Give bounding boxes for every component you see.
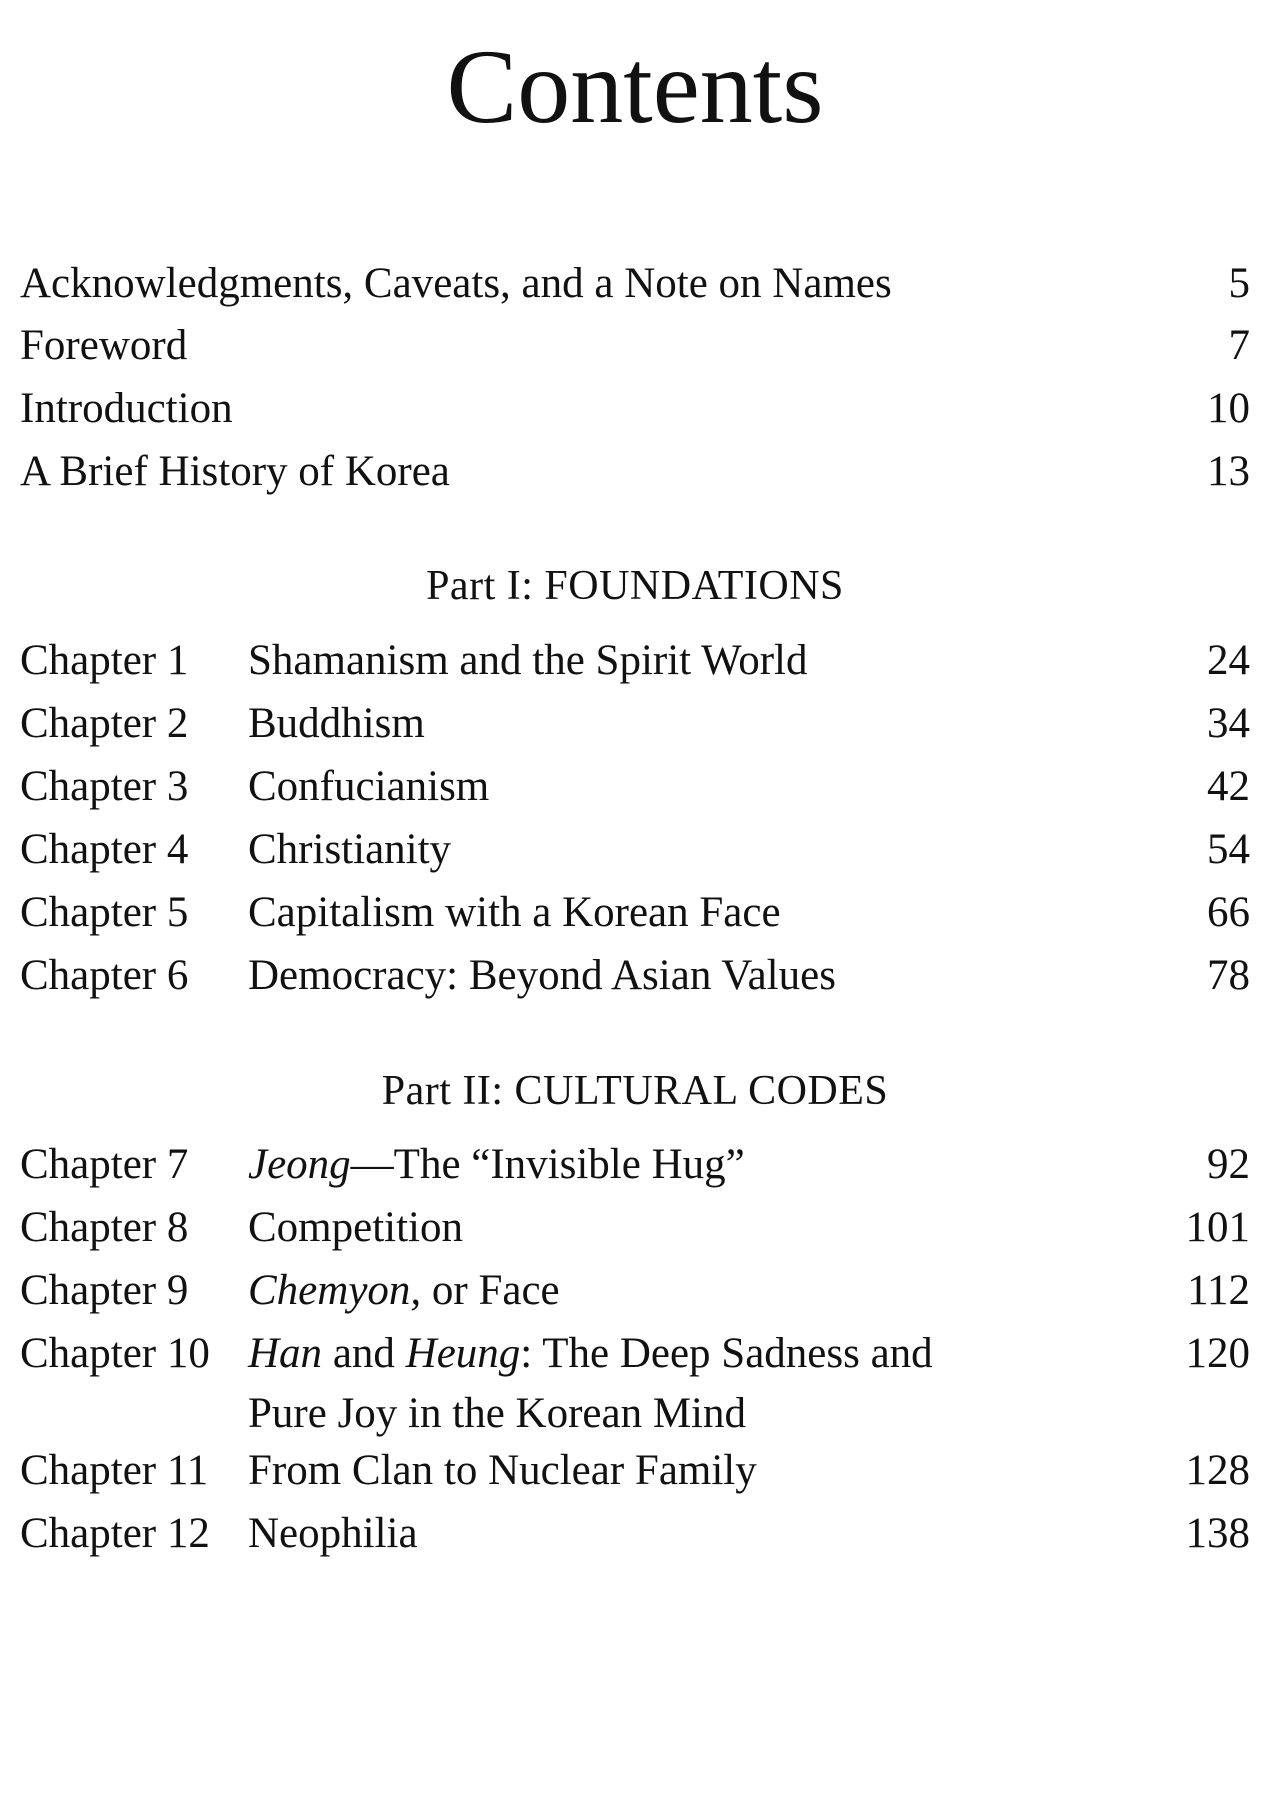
title-rest: : The Deep Sadness and (520, 1330, 933, 1377)
toc-entry-chapter-10[interactable] (20, 1328, 1250, 1448)
italic-term: Chemyon, (248, 1267, 422, 1314)
page-number: 128 (1185, 1447, 1250, 1494)
chapter-title: Shamanism and the Spirit World (248, 637, 808, 684)
page-number: 24 (1207, 637, 1250, 684)
page-number: 78 (1207, 952, 1250, 999)
page-number: 112 (1187, 1267, 1250, 1314)
page-number: 66 (1207, 889, 1250, 936)
italic-term-han: Han (248, 1330, 323, 1377)
page-number: 92 (1207, 1141, 1250, 1188)
title-rest: or Face (421, 1267, 560, 1314)
chapter-label: Chapter 10 (20, 1330, 210, 1377)
chapter-label: Chapter 9 (20, 1267, 189, 1314)
page-number: 120 (1185, 1330, 1250, 1377)
chapter-label: Chapter 6 (20, 952, 189, 999)
chapter-label: Chapter 3 (20, 763, 189, 810)
page-number: 101 (1185, 1204, 1250, 1251)
entry-title: Introduction (20, 385, 233, 432)
part-heading-foundations: Part I: FOUNDATIONS (426, 563, 844, 609)
chapter-label: Chapter 8 (20, 1204, 189, 1251)
page-number: 13 (1207, 448, 1250, 495)
chapter-label: Chapter 12 (20, 1510, 210, 1557)
page-title: Contents (446, 28, 824, 145)
chapter-title: Buddhism (248, 700, 425, 747)
chapter-title: Neophilia (248, 1510, 418, 1557)
entry-title: A Brief History of Korea (20, 448, 450, 495)
title-mid: and (322, 1330, 406, 1377)
chapter-label: Chapter 4 (20, 826, 189, 873)
chapter-title: Capitalism with a Korean Face (248, 889, 781, 936)
chapter-title (248, 1265, 560, 1317)
italic-term: Jeong (248, 1141, 351, 1188)
chapter-title-line2: Pure Joy in the Korean Mind (248, 1390, 747, 1437)
title-rest: —The “Invisible Hug” (350, 1141, 745, 1188)
part-heading-cultural-codes: Part II: CULTURAL CODES (381, 1068, 889, 1114)
page-number: 7 (1228, 322, 1250, 369)
chapter-label: Chapter 5 (20, 889, 189, 936)
chapter-title: Christianity (248, 826, 452, 873)
italic-term-heung: Heung (405, 1330, 521, 1377)
chapter-title: Confucianism (248, 763, 490, 810)
chapter-label: Chapter 7 (20, 1141, 189, 1188)
chapter-title: Competition (248, 1204, 463, 1251)
page-number: 10 (1207, 385, 1250, 432)
page-number: 138 (1185, 1510, 1250, 1557)
page-number: 54 (1207, 826, 1250, 873)
chapter-label: Chapter 2 (20, 700, 189, 747)
chapter-label: Chapter 1 (20, 637, 189, 684)
page-number: 5 (1228, 260, 1250, 307)
entry-title: Foreword (20, 322, 188, 369)
page-number: 42 (1207, 763, 1250, 810)
chapter-title: From Clan to Nuclear Family (248, 1447, 757, 1494)
page-number: 34 (1207, 700, 1250, 747)
entry-title: Acknowledgments, Caveats, and a Note on Names (20, 260, 892, 307)
chapter-label: Chapter 11 (20, 1447, 209, 1494)
chapter-title (248, 1328, 933, 1380)
chapter-title (248, 1139, 745, 1191)
chapter-title: Democracy: Beyond Asian Values (248, 952, 836, 999)
